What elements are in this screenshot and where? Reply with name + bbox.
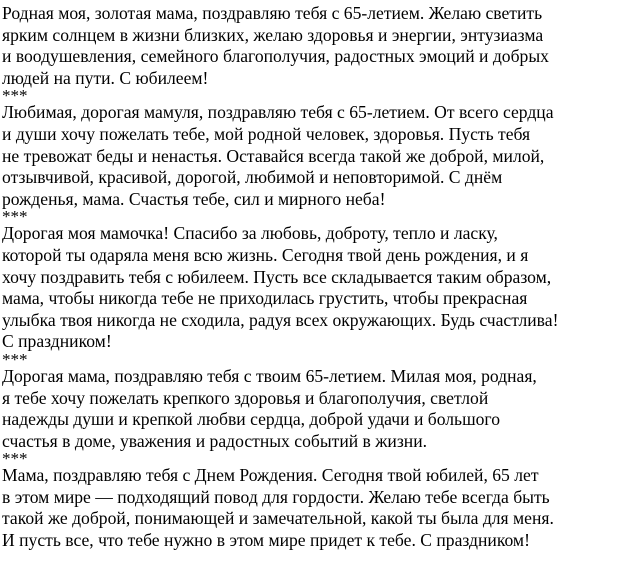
text-line: мама, чтобы никогда тебе не приходилась грустить, чтобы прекрасная: [2, 288, 528, 309]
separator: ***: [2, 449, 28, 469]
text-line: улыбка твоя никогда не сходила, радуя всех окружающих. Будь счастлива!: [2, 309, 559, 330]
text-line: Мама, поздравляю тебя с Днем Рождения. Сегодня твой юбилей, 65 лет: [2, 465, 539, 486]
text-line: не тревожат беды и ненастья. Оставайся всегда такой же доброй, милой,: [2, 145, 545, 166]
text-line: рожденья, мама. Счастья тебе, сил и мирного неба!: [2, 188, 386, 209]
text-line: и души хочу пожелать тебе, мой родной человек, здоровья. Пусть тебя: [2, 123, 531, 144]
text-line: отзывчивой, красивой, дорогой, любимой и неповторимой. С днём: [2, 167, 503, 188]
separator: ***: [2, 86, 28, 106]
separator: ***: [2, 207, 28, 227]
paragraph-5: [2, 465, 617, 551]
text-line: я тебе хочу пожелать крепкого здоровья и благополучия, светлой: [2, 387, 489, 408]
text-line: С праздником!: [2, 331, 112, 352]
paragraph-1: [2, 3, 617, 89]
text-line: хочу поздравить тебя с юбилеем. Пусть все складывается таким образом,: [2, 266, 552, 287]
paragraph-4: [2, 366, 617, 452]
text-line: Дорогая моя мамочка! Спасибо за любовь, доброту, тепло и ласку,: [2, 223, 498, 244]
text-line: счастья в доме, уважения и радостных событий в жизни.: [2, 430, 428, 451]
text-line: Любимая, дорогая мамуля, поздравляю тебя с 65-летием. От всего сердца: [2, 102, 554, 123]
paragraph-3: [2, 223, 617, 353]
text-line: Родная моя, золотая мама, поздравляю тебя с 65-летием. Желаю светить: [2, 3, 543, 23]
text-line: людей на пути. С юбилеем!: [2, 67, 209, 88]
text-line: такой же доброй, понимающей и замечательной, какой ты была для меня.: [2, 508, 554, 529]
text-line: надежды души и крепкой любви сердца, доброй удачи и большого: [2, 409, 501, 430]
text-line: и воодушевления, семейного благополучия, радостных эмоций и добрых: [2, 46, 549, 67]
greeting-document: [2, 3, 617, 552]
text-line: И пусть все, что тебе нужно в этом мире придет к тебе. С праздником!: [2, 530, 530, 551]
separator: ***: [2, 349, 28, 369]
text-line: ярким солнцем в жизни близких, желаю здоровья и энергии, энтузиазма: [2, 24, 544, 45]
paragraph-2: [2, 102, 617, 210]
text-line: Дорогая мама, поздравляю тебя с твоим 65-летием. Милая моя, родная,: [2, 365, 537, 386]
text-line: в этом мире — подходящий повод для гордости. Желаю тебе всегда быть: [2, 486, 550, 507]
text-line: которой ты одаряла меня всю жизнь. Сегодня твой день рождения, и я: [2, 244, 529, 265]
